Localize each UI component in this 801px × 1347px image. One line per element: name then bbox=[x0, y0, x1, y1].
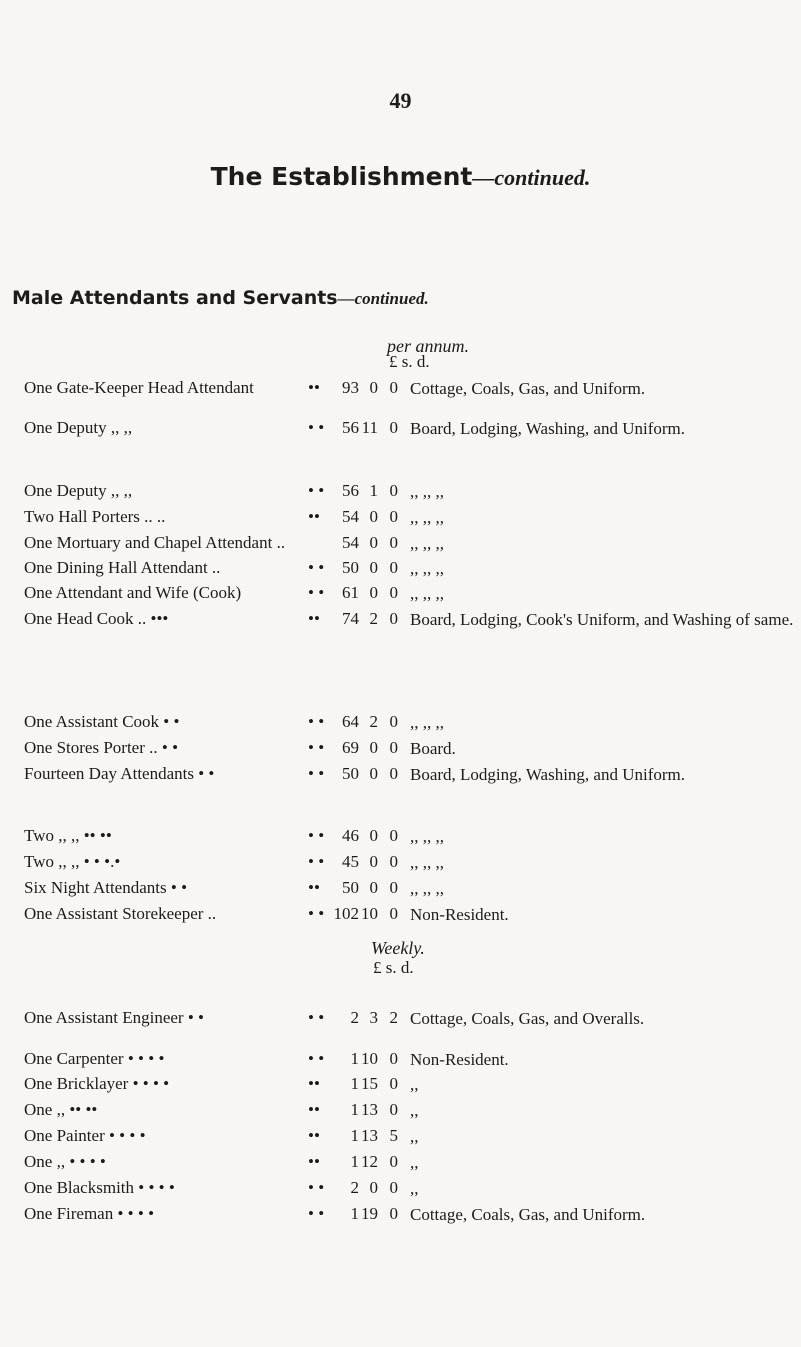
staff-description: One Deputy ,, ,, bbox=[24, 481, 133, 500]
annual-units-header: £ s. d. bbox=[389, 352, 430, 371]
pence-value: 0 bbox=[389, 378, 398, 397]
pounds-value: 54 bbox=[342, 533, 359, 552]
emoluments-remarks: ,, ,, ,, bbox=[410, 879, 444, 898]
leader-dots: • • bbox=[308, 712, 325, 731]
shillings-value: 10 bbox=[361, 904, 378, 923]
emoluments-remarks: Non-Resident. bbox=[410, 1050, 509, 1069]
staff-description: Two ,, ,, • • •.• bbox=[24, 852, 121, 871]
pence-value: 0 bbox=[389, 533, 398, 552]
shillings-value: 0 bbox=[369, 378, 378, 397]
staff-description: One Painter • • • • bbox=[24, 1126, 146, 1145]
leader-dots: •• bbox=[308, 609, 320, 628]
emoluments-remarks: ,, ,, ,, bbox=[410, 584, 444, 603]
staff-description: One Assistant Cook • • bbox=[24, 712, 180, 731]
staff-description: One Fireman • • • • bbox=[24, 1204, 155, 1223]
weekly-row bbox=[0, 1100, 801, 1124]
annual-row bbox=[0, 904, 801, 928]
shillings-value: 0 bbox=[369, 826, 378, 845]
emoluments-remarks: ,, ,, ,, bbox=[410, 713, 444, 732]
pence-value: 0 bbox=[389, 738, 398, 757]
weekly-row bbox=[0, 1178, 801, 1202]
shillings-value: 10 bbox=[361, 1049, 378, 1068]
weekly-row bbox=[0, 1152, 801, 1176]
pounds-value: 56 bbox=[342, 481, 359, 500]
staff-description: Fourteen Day Attendants • • bbox=[24, 764, 215, 783]
pence-value: 0 bbox=[389, 1152, 398, 1171]
annual-row bbox=[0, 583, 801, 607]
pence-value: 0 bbox=[389, 583, 398, 602]
weekly-header: Weekly. bbox=[371, 938, 425, 958]
staff-description: One Head Cook .. ••• bbox=[24, 609, 169, 628]
leader-dots: • • bbox=[308, 558, 325, 577]
annual-row bbox=[0, 712, 801, 736]
emoluments-remarks: ,, bbox=[410, 1127, 419, 1146]
staff-description: One Deputy ,, ,, bbox=[24, 418, 133, 437]
annual-row bbox=[0, 852, 801, 876]
pounds-value: 74 bbox=[342, 609, 359, 628]
pounds-value: 64 bbox=[342, 712, 359, 731]
emoluments-remarks: ,, ,, ,, bbox=[410, 534, 444, 553]
pounds-value: 45 bbox=[342, 852, 359, 871]
shillings-value: 0 bbox=[369, 852, 378, 871]
leader-dots: • • bbox=[308, 764, 325, 783]
pounds-value: 2 bbox=[350, 1178, 359, 1197]
pounds-value: 1 bbox=[350, 1074, 359, 1093]
leader-dots: •• bbox=[308, 878, 320, 897]
pence-value: 0 bbox=[389, 712, 398, 731]
shillings-value: 0 bbox=[369, 533, 378, 552]
annual-row bbox=[0, 826, 801, 850]
shillings-value: 11 bbox=[361, 418, 378, 437]
weekly-row bbox=[0, 1049, 801, 1073]
emoluments-remarks: ,, ,, ,, bbox=[410, 559, 444, 578]
pence-value: 0 bbox=[389, 1074, 398, 1093]
pence-value: 0 bbox=[389, 1049, 398, 1068]
leader-dots: •• bbox=[308, 1100, 320, 1119]
pounds-value: 50 bbox=[342, 558, 359, 577]
annual-row bbox=[0, 418, 801, 442]
pounds-value: 69 bbox=[342, 738, 359, 757]
shillings-value: 2 bbox=[369, 609, 378, 628]
emoluments-remarks: Board, Lodging, Washing, and Uniform. bbox=[410, 419, 686, 438]
emoluments-remarks: Cottage, Coals, Gas, and Uniform. bbox=[410, 379, 646, 398]
annual-row bbox=[0, 764, 801, 788]
leader-dots: • • bbox=[308, 583, 325, 602]
staff-description: One Assistant Storekeeper .. bbox=[24, 904, 217, 923]
pounds-value: 50 bbox=[342, 878, 359, 897]
shillings-value: 13 bbox=[361, 1100, 378, 1119]
shillings-value: 12 bbox=[361, 1152, 378, 1171]
pence-value: 0 bbox=[389, 1100, 398, 1119]
emoluments-remarks: Board, Lodging, Cook's Uniform, and Washing of same. bbox=[410, 610, 794, 629]
pence-value: 0 bbox=[389, 878, 398, 897]
subheading-title: Male Attendants and Servants bbox=[12, 287, 338, 309]
staff-description: One Stores Porter .. • • bbox=[24, 738, 179, 757]
shillings-value: 1 bbox=[369, 481, 378, 500]
staff-description: Two Hall Porters .. .. bbox=[24, 507, 166, 526]
page-heading bbox=[0, 162, 801, 192]
staff-description: One Attendant and Wife (Cook) bbox=[24, 583, 242, 602]
annual-row bbox=[0, 878, 801, 902]
leader-dots: •• bbox=[308, 1152, 320, 1171]
pence-value: 0 bbox=[389, 609, 398, 628]
emoluments-remarks: ,, bbox=[410, 1153, 419, 1172]
pounds-value: 1 bbox=[350, 1152, 359, 1171]
emoluments-remarks: Cottage, Coals, Gas, and Overalls. bbox=[410, 1009, 645, 1028]
pounds-value: 102 bbox=[333, 904, 359, 923]
pounds-value: 46 bbox=[342, 826, 359, 845]
staff-description: One Bricklayer • • • • bbox=[24, 1074, 170, 1093]
pounds-value: 50 bbox=[342, 764, 359, 783]
heading-title: The Establishment bbox=[210, 162, 473, 191]
leader-dots: • • bbox=[308, 852, 325, 871]
pounds-value: 1 bbox=[350, 1204, 359, 1223]
annual-row bbox=[0, 738, 801, 762]
shillings-value: 0 bbox=[369, 583, 378, 602]
shillings-value: 0 bbox=[369, 878, 378, 897]
pounds-value: 56 bbox=[342, 418, 359, 437]
pence-value: 0 bbox=[389, 1178, 398, 1197]
staff-description: One Assistant Engineer • • bbox=[24, 1008, 204, 1027]
leader-dots: •• bbox=[308, 1126, 320, 1145]
shillings-value: 15 bbox=[361, 1074, 378, 1093]
shillings-value: 0 bbox=[369, 764, 378, 783]
pounds-value: 2 bbox=[350, 1008, 359, 1027]
shillings-value: 0 bbox=[369, 507, 378, 526]
weekly-units-header: £ s. d. bbox=[373, 958, 414, 977]
staff-description: Six Night Attendants • • bbox=[24, 878, 188, 897]
pounds-value: 61 bbox=[342, 583, 359, 602]
pence-value: 0 bbox=[389, 558, 398, 577]
pence-value: 0 bbox=[389, 904, 398, 923]
shillings-value: 3 bbox=[369, 1008, 378, 1027]
emoluments-remarks: ,, bbox=[410, 1101, 419, 1120]
section-subheading bbox=[12, 287, 429, 310]
staff-description: One Carpenter • • • • bbox=[24, 1049, 165, 1068]
pence-value: 0 bbox=[389, 418, 398, 437]
staff-description: One Mortuary and Chapel Attendant .. bbox=[24, 533, 286, 552]
emoluments-remarks: Cottage, Coals, Gas, and Uniform. bbox=[410, 1205, 646, 1224]
staff-description: One Dining Hall Attendant .. bbox=[24, 558, 221, 577]
weekly-row bbox=[0, 1126, 801, 1150]
leader-dots: •• bbox=[308, 507, 320, 526]
annual-row bbox=[0, 481, 801, 505]
shillings-value: 13 bbox=[361, 1126, 378, 1145]
pounds-value: 93 bbox=[342, 378, 359, 397]
leader-dots: • • bbox=[308, 481, 325, 500]
shillings-value: 19 bbox=[361, 1204, 378, 1223]
annual-row bbox=[0, 507, 801, 531]
leader-dots: • • bbox=[308, 1008, 325, 1027]
staff-description: Two ,, ,, •• •• bbox=[24, 826, 112, 845]
subheading-continued: —continued. bbox=[337, 289, 429, 308]
leader-dots: • • bbox=[308, 1178, 325, 1197]
emoluments-remarks: ,, ,, ,, bbox=[410, 482, 444, 501]
pence-value: 0 bbox=[389, 507, 398, 526]
weekly-row bbox=[0, 1074, 801, 1098]
leader-dots: • • bbox=[308, 738, 325, 757]
leader-dots: •• bbox=[308, 378, 320, 397]
pence-value: 0 bbox=[389, 1204, 398, 1223]
leader-dots: • • bbox=[308, 1204, 325, 1223]
emoluments-remarks: ,, ,, ,, bbox=[410, 827, 444, 846]
shillings-value: 0 bbox=[369, 1178, 378, 1197]
emoluments-remarks: ,, bbox=[410, 1179, 419, 1198]
pounds-value: 1 bbox=[350, 1126, 359, 1145]
staff-description: One Gate-Keeper Head Attendant bbox=[24, 378, 254, 397]
heading-continued: —continued. bbox=[472, 165, 591, 190]
pence-value: 0 bbox=[389, 826, 398, 845]
annual-row bbox=[0, 609, 801, 633]
staff-description: One ,, • • • • bbox=[24, 1152, 106, 1171]
pence-value: 5 bbox=[389, 1126, 398, 1145]
pence-value: 0 bbox=[389, 852, 398, 871]
emoluments-remarks: ,, bbox=[410, 1075, 419, 1094]
pounds-value: 1 bbox=[350, 1100, 359, 1119]
pence-value: 2 bbox=[389, 1008, 398, 1027]
per-annum-header: per annum. bbox=[387, 336, 469, 356]
leader-dots: • • bbox=[308, 826, 325, 845]
staff-description: One Blacksmith • • • • bbox=[24, 1178, 175, 1197]
leader-dots: •• bbox=[308, 1074, 320, 1093]
leader-dots: • • bbox=[308, 1049, 325, 1068]
pence-value: 0 bbox=[389, 764, 398, 783]
staff-description: One ,, •• •• bbox=[24, 1100, 98, 1119]
page-number: 49 bbox=[389, 88, 412, 113]
annual-row bbox=[0, 558, 801, 582]
emoluments-remarks: Board, Lodging, Washing, and Uniform. bbox=[410, 765, 686, 784]
annual-row bbox=[0, 378, 801, 402]
leader-dots: • • bbox=[308, 418, 325, 437]
emoluments-remarks: Non-Resident. bbox=[410, 905, 509, 924]
weekly-row bbox=[0, 1008, 801, 1032]
annual-row bbox=[0, 533, 801, 557]
emoluments-remarks: ,, ,, ,, bbox=[410, 508, 444, 527]
shillings-value: 0 bbox=[369, 558, 378, 577]
emoluments-remarks: Board. bbox=[410, 739, 456, 758]
shillings-value: 0 bbox=[369, 738, 378, 757]
weekly-row bbox=[0, 1204, 801, 1228]
pence-value: 0 bbox=[389, 481, 398, 500]
leader-dots: • • bbox=[308, 904, 325, 923]
pounds-value: 1 bbox=[350, 1049, 359, 1068]
pounds-value: 54 bbox=[342, 507, 359, 526]
shillings-value: 2 bbox=[369, 712, 378, 731]
emoluments-remarks: ,, ,, ,, bbox=[410, 853, 444, 872]
